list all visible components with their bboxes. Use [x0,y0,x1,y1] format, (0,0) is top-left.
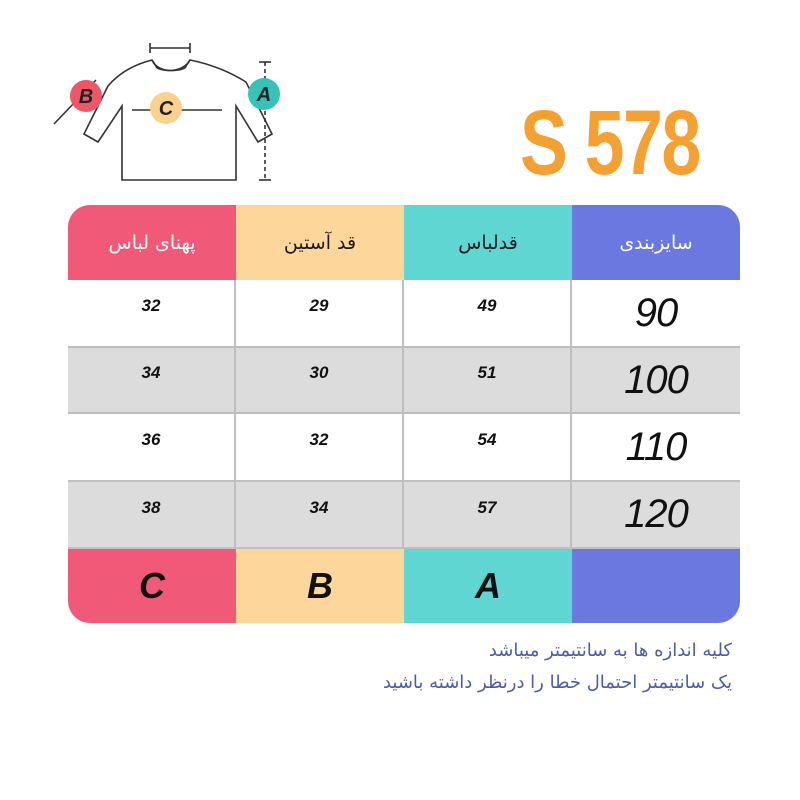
label-c-badge [150,92,182,124]
note-tolerance: یک سانتیمتر احتمال خطا را درنظر داشته باشید [382,672,732,693]
note-units: کلیه اندازه ها به سانتیمتر میباشد [488,640,732,661]
cell-size: 100 [572,348,740,414]
cell-length: 49 [404,280,572,348]
label-b: B [78,86,94,108]
cell-width: 38 [68,482,236,549]
cell-size: 120 [572,482,740,549]
cell-sleeve: 32 [236,414,404,482]
footer-size-blank [572,549,740,623]
cell-width: 32 [68,280,236,348]
footer-sleeve-letter: B [236,549,404,623]
header-size: سایزبندی [572,205,740,280]
label-a-badge [248,78,280,110]
header-width: پهنای لباس [68,205,236,280]
model-code: S 578 [520,92,700,194]
label-a: A [256,84,272,106]
cell-length: 57 [404,482,572,549]
cell-length: 51 [404,348,572,414]
cell-sleeve: 34 [236,482,404,549]
cell-width: 34 [68,348,236,414]
cell-width: 36 [68,414,236,482]
footer-width-letter: C [68,549,236,623]
label-b-badge [70,80,102,112]
garment-diagram [40,38,290,188]
header-length: قدلباس [404,205,572,280]
cell-length: 54 [404,414,572,482]
shirt-outline [84,60,272,180]
footer-length-letter: A [404,549,572,623]
size-table [68,205,740,623]
cell-size: 110 [572,414,740,482]
cell-size: 90 [572,280,740,348]
label-c: C [158,98,174,120]
cell-sleeve: 30 [236,348,404,414]
header-sleeve: قد آستین [236,205,404,280]
cell-sleeve: 29 [236,280,404,348]
